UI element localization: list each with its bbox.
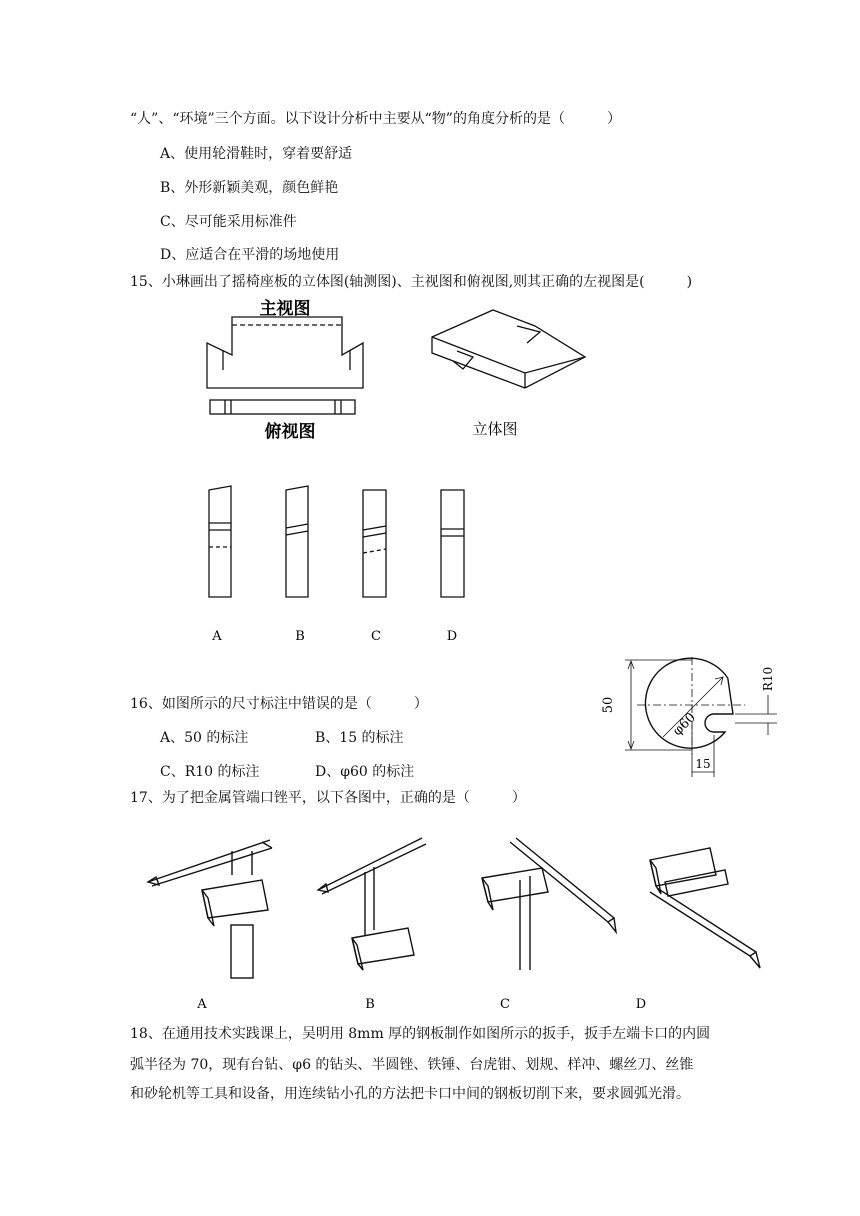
q17-option-d-letter: D [635,997,647,1012]
option-a-drawing [209,486,231,597]
q17-option-c-letter: C [500,997,510,1012]
q15-given-views-figure [195,295,595,445]
q14-option-c: C、尽可能采用标准件 [160,214,297,230]
q15-option-b-letter: B [295,629,305,644]
q18-line-3: 和砂轮机等工具和设备，用连续钻小孔的方法把卡口中间的钢板切削下来，要求圆弧光滑。 [130,1086,690,1102]
option-d-drawing [650,848,760,968]
q15-left-view-options-figure [195,480,495,650]
isometric-view-label: 立体图 [472,420,518,438]
front-view-drawing [207,317,363,388]
dim-15-label: 15 [695,757,711,771]
option-c-drawing [482,838,616,970]
q17-option-b-letter: B [365,997,375,1012]
part-outline [645,658,733,748]
top-view-label: 俯视图 [264,422,316,442]
q16-stem: 16、如图所示的尺寸标注中错误的是（ ） [130,696,428,712]
q15-option-c-letter: C [371,629,381,644]
q16-option-c: C、R10 的标注 [160,764,260,780]
dim-50-label: 50 [601,696,616,714]
q16-option-d: D、φ60 的标注 [315,764,415,780]
q14-option-b: B、外形新颖美观，颜色鲜艳 [160,180,339,196]
q16-option-b: B、15 的标注 [315,730,404,746]
q15-option-a-letter: A [212,629,222,644]
dim-r10-label: R10 [761,666,775,692]
q17-stem: 17、为了把金属管端口锉平，以下各图中，正确的是（ ） [130,790,526,806]
q15-option-d-letter: D [446,629,458,644]
option-b-drawing [286,486,308,597]
q16-option-a: A、50 的标注 [160,730,249,746]
front-view-label: 主视图 [259,299,311,319]
option-b-drawing [318,838,426,970]
q14-option-a: A、使用轮滑鞋时，穿着要舒适 [160,146,353,162]
top-view-drawing [210,400,355,414]
option-c-drawing [363,490,386,597]
q14-option-d: D、应适合在平滑的场地使用 [160,247,340,263]
option-d-drawing [441,490,464,597]
q17-filing-options-figure [130,820,780,1020]
option-a-drawing [148,840,272,978]
q18-line-2: 弧半径为 70，现有台钻、φ6 的钻头、半圆锉、铁锤、台虎钳、划规、样冲、螺丝刀、丝锥 [130,1057,694,1073]
q18-line-1: 18、在通用技术实践课上，吴明用 8mm 厚的钢板制作如图所示的扳手，扳手左端卡口的内圆 [130,1026,711,1042]
q15-stem: 15、小琳画出了摇椅座板的立体图(轴测图)、主视图和俯视图,则其正确的左视图是( ) [130,274,693,290]
dim-phi60-label: φ60 [670,710,699,739]
q17-option-a-letter: A [197,997,207,1012]
q14-stem-line: “人”、“环境”三个方面。以下设计分析中主要从“物”的角度分析的是（ ） [130,111,621,127]
q16-dimension-figure [595,655,795,780]
isometric-view-drawing [432,310,585,388]
